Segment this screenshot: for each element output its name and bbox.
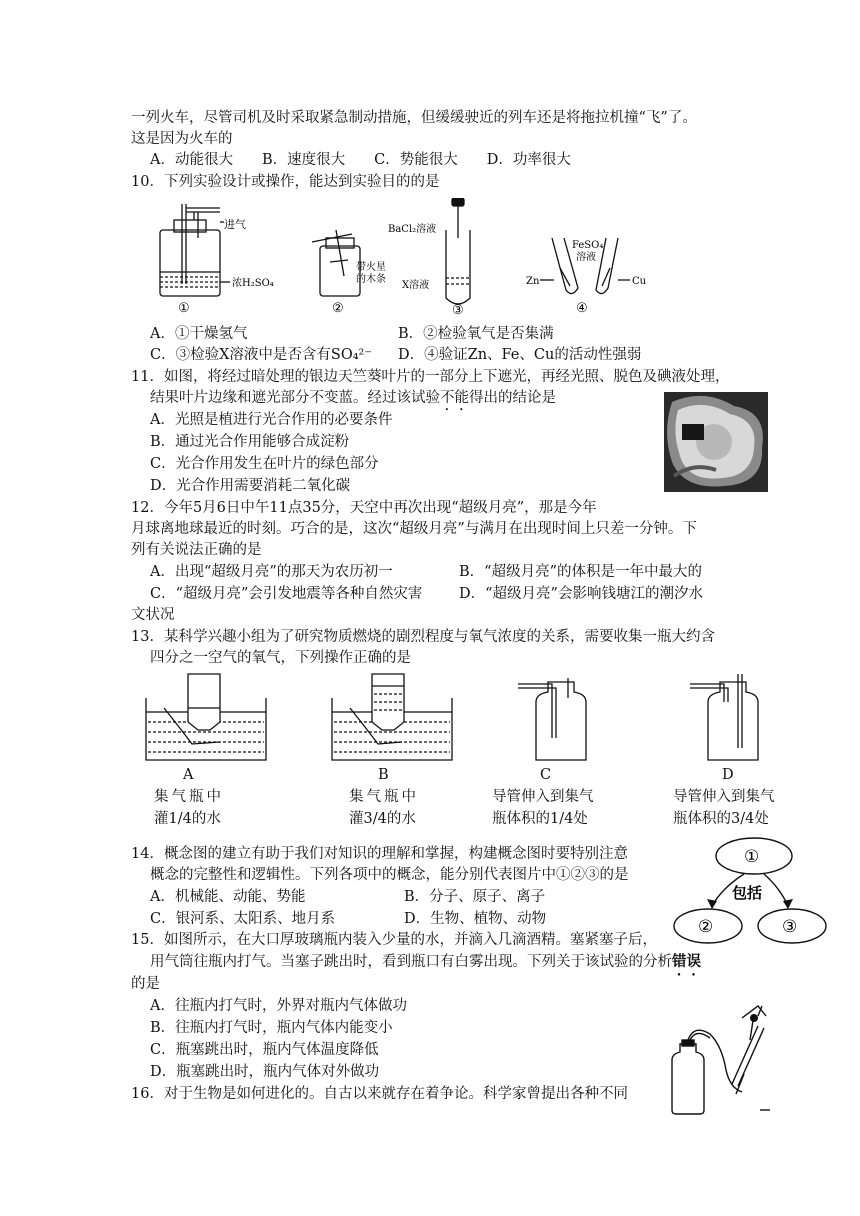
intro-line-2: 这是因为火车的 xyxy=(131,131,233,147)
concept-node-top: ① xyxy=(744,847,760,867)
q13-caption-a-1: 集气瓶中 xyxy=(154,789,224,805)
q12-line-1: 12．今年5月6日中午11点35分，天空中再次出现“超级月亮”，那是今年 xyxy=(131,500,597,516)
label-apparatus-2: ② xyxy=(332,301,344,316)
label-apparatus-1: ① xyxy=(178,301,190,316)
q13-letter-d: D xyxy=(722,767,734,783)
q10-stem: 10．下列实验设计或操作，能达到实验目的的是 xyxy=(131,174,440,190)
q15-emphasis: 错误 xyxy=(672,953,701,970)
q13-line-1: 13．某科学兴趣小组为了研究物质燃烧的剧烈程度与氧气浓度的关系，需要收集一瓶大约含 xyxy=(131,629,715,645)
q15-line-2: 用气筒往瓶内打气。当塞子跳出时，看到瓶口有白雾出现。下列关于该试验的分析错误 xyxy=(150,953,701,970)
label-zn: Zn xyxy=(526,276,540,287)
q14-option-c: C．银河系、太阳系、地月系 xyxy=(150,911,336,927)
q13-caption-d-2: 瓶体积的3/4处 xyxy=(673,811,769,827)
q14-option-a: A．机械能、动能、势能 xyxy=(150,889,306,905)
q12-option-c: C．“超级月亮”会引发地震等各种自然灾害 xyxy=(150,586,423,602)
q13-collection-figure xyxy=(140,668,800,768)
q12-option-d: D．“超级月亮”会影响钱塘江的潮汐水 xyxy=(459,586,703,602)
label-inlet: 进气 xyxy=(224,218,246,231)
q13-caption-a-2: 灌1/4的水 xyxy=(154,811,221,827)
label-h2so4: 浓H₂SO₄ xyxy=(232,278,274,289)
concept-map xyxy=(670,834,860,949)
q13-caption-d-1: 导管伸入到集气 xyxy=(673,789,775,805)
q11-option-d: D．光合作用需要消耗二氧化碳 xyxy=(150,478,351,494)
q11-option-b: B．通过光合作用能够合成淀粉 xyxy=(150,434,350,450)
label-bacl2: BaCl₂溶液 xyxy=(388,224,437,235)
label-splint-1: 带火星 xyxy=(356,262,386,273)
label-apparatus-3: ③ xyxy=(452,303,464,318)
q15-option-b: B．往瓶内打气时，瓶内气体内能变小 xyxy=(150,1020,393,1036)
concept-node-right: ③ xyxy=(782,917,798,937)
q15-line-3: 的是 xyxy=(131,976,160,992)
q13-letter-b: B xyxy=(378,767,389,783)
q14-option-b: B．分子、原子、离子 xyxy=(404,889,546,905)
q11-option-a: A．光照是植进行光合作用的必要条件 xyxy=(150,412,393,428)
q14-line-1: 14．概念图的建立有助于我们对知识的理解和掌握，构建概念图时要特别注意 xyxy=(131,846,628,862)
q13-caption-c-2: 瓶体积的1/4处 xyxy=(492,811,588,827)
intro-options: A．动能很大 B．速度很大 C．势能很大 D．功率很大 xyxy=(150,152,571,168)
q13-line-2: 四分之一空气的氧气，下列操作正确的是 xyxy=(150,650,411,666)
q13-letter-a: A xyxy=(183,767,194,783)
intro-line-1: 一列火车，尽管司机及时采取紧急制动措施，但缓缓驶近的列车还是将拖拉机撞“飞”了。 xyxy=(131,110,697,126)
q15-line-1: 15．如图所示，在大口厚玻璃瓶内装入少量的水，并滴入几滴酒精。塞紧塞子后， xyxy=(131,932,657,948)
bottle-pump-figure xyxy=(666,996,776,1118)
q13-caption-b-1: 集气瓶中 xyxy=(349,789,419,805)
q15-option-a: A．往瓶内打气时，外界对瓶内气体做功 xyxy=(150,998,407,1014)
q10-option-b: B．②检验氧气是否集满 xyxy=(398,326,554,342)
q11-line-1: 11．如图，将经过暗处理的银边天竺葵叶片的一部分上下遮光，再经光照、脱色及碘液处理， xyxy=(131,369,730,385)
label-x-solution: X溶液 xyxy=(402,280,430,291)
q16-line-1: 16．对于生物是如何进化的。自古以来就存在着争论。科学家曾提出各种不同 xyxy=(131,1086,628,1102)
leaf-photo xyxy=(664,392,768,492)
q13-caption-b-2: 灌3/4的水 xyxy=(349,811,416,827)
concept-node-left: ② xyxy=(698,917,714,937)
q10-apparatus-figure xyxy=(140,198,660,318)
q11-emphasis: 不能 xyxy=(440,390,469,406)
q14-option-d: D．生物、植物、动物 xyxy=(404,911,547,927)
q12-option-b: B．“超级月亮”的体积是一年中最大的 xyxy=(459,564,702,580)
q15-option-c: C．瓶塞跳出时，瓶内气体温度降低 xyxy=(150,1042,379,1058)
label-feso4: FeSO₄ xyxy=(572,240,604,251)
q11-option-c: C．光合作用发生在叶片的绿色部分 xyxy=(150,456,379,472)
q13-caption-c-1: 导管伸入到集气 xyxy=(492,789,594,805)
q12-option-d-cont: 文状况 xyxy=(131,607,175,623)
q15-option-d: D．瓶塞跳出时，瓶内气体对外做功 xyxy=(150,1064,380,1080)
label-solution: 溶液 xyxy=(576,252,596,263)
label-apparatus-4: ④ xyxy=(576,301,588,316)
q10-option-d: D．④验证Zn、Fe、Cu的活动性强弱 xyxy=(398,347,642,363)
label-splint-2: 的木条 xyxy=(356,274,386,285)
q11-line-2: 结果叶片边缘和遮光部分不变蓝。经过该试验不能得出的结论是 xyxy=(150,390,556,406)
q13-letter-c: C xyxy=(540,767,552,783)
q12-option-a: A．出现“超级月亮”的那天为农历初一 xyxy=(150,564,393,580)
q14-line-2: 概念的完整性和逻辑性。下列各项中的概念，能分别代表图片中①②③的是 xyxy=(150,867,629,883)
q12-line-2: 月球离地球最近的时刻。巧合的是，这次“超级月亮”与满月在出现时间上只差一分钟。下 xyxy=(131,521,697,537)
q10-option-a: A．①干燥氢气 xyxy=(150,326,248,342)
concept-relation: 包括 xyxy=(732,884,763,902)
q12-line-3: 列有关说法正确的是 xyxy=(131,542,262,558)
label-cu: Cu xyxy=(632,276,647,287)
q10-option-c: C．③检验X溶液中是否含有SO₄²⁻ xyxy=(150,347,373,363)
